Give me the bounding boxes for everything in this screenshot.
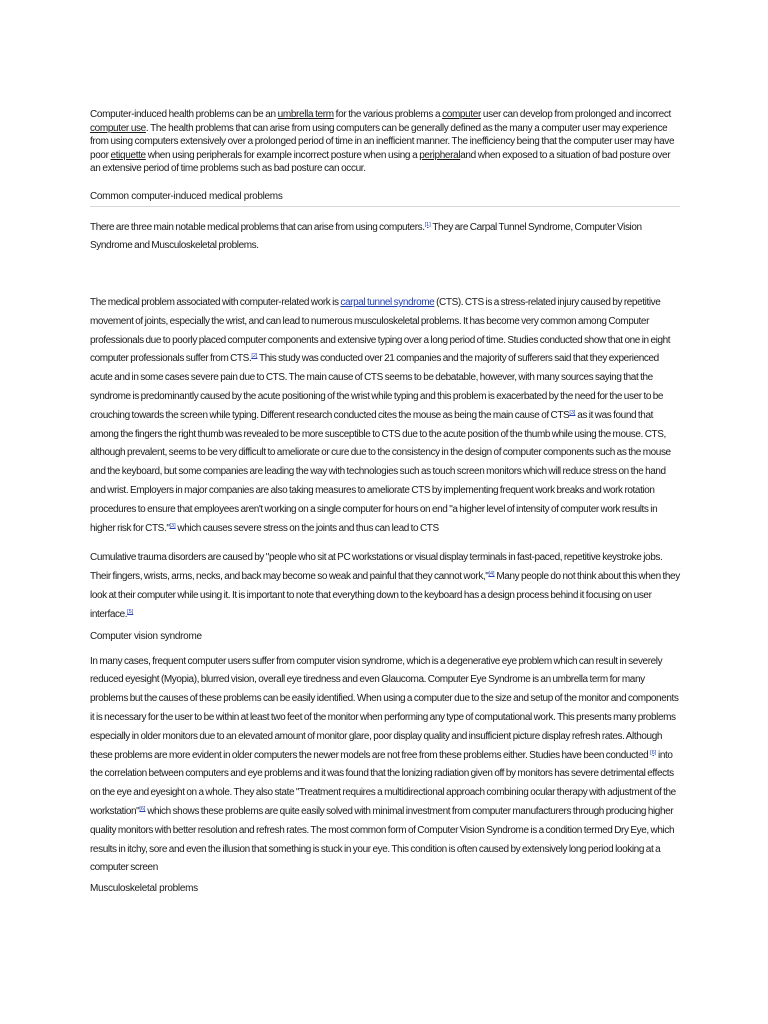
etiquette-link[interactable]: etiquette	[110, 149, 146, 161]
cts-paragraph	[90, 294, 680, 538]
cvs-text-3: which shows these problems are quite easily solved with minimal investment from computer manufacturers through producing higher quality monitors with better resolution and refresh rates. The most common form of Computer Vision Syndrome is a condition termed Dry Eye, which results in itchy, sore and even the illusion that something is stuck in your eye. This condition is often caused by extensively long period looking at a computer screen	[90, 806, 675, 874]
intro-paragraph	[90, 108, 680, 176]
reference-link-4[interactable]: [4]	[488, 571, 495, 578]
cts-text-1: The medical problem associated with computer-related work is	[90, 297, 341, 309]
peripheral-link[interactable]: peripheral	[419, 149, 461, 161]
ctd-text-1: Cumulative trauma disorders are caused by "people who sit at PC workstations or visual display terminals in fast-paced, repetitive keystroke jobs. Their fingers, wrists, arms, necks, and back may become so weak and painful that they cannot work,"	[90, 552, 663, 583]
three-problems-text-2: They are Carpal Tunnel Syndrome, Computer Vision Syndrome and Musculoskeletal problems.	[90, 221, 642, 252]
cts-text-5: which causes severe stress on the joints and thus can lead to CTS	[175, 522, 439, 534]
reference-link-6b[interactable]: [6]	[139, 806, 146, 813]
reference-link-3b[interactable]: [3]	[169, 522, 176, 529]
umbrella-term-link[interactable]: umbrella term	[277, 109, 334, 120]
intro-text-2: for the various problems a	[333, 109, 443, 120]
article-body	[90, 108, 680, 898]
section-heading-common-problems: Common computer-induced medical problems	[90, 190, 680, 207]
intro-text-4: . The health problems that can arise from using computers can be generally defined as the many a computer user may experience from using computers extensively over a prolonged period of time in an inefficient manner. The inefficiency being that the computer user may have poor	[90, 122, 675, 161]
computer-link[interactable]: computer	[442, 109, 481, 120]
intro-text-3: user can develop from prolonged and incorrect	[480, 109, 671, 120]
ctd-paragraph	[90, 549, 680, 624]
cts-text-2: (CTS). CTS is a stress-related injury caused by repetitive movement of joints, especially the wrist, and can lead to numerous musculoskeletal problems. It has become very common among Computer professionals due to poorly placed computer components and extensive typing over a long period of time. Studies conducted show that one in eight computer professionals suffer from CTS.	[90, 297, 671, 365]
reference-link-1[interactable]: [1]	[424, 221, 431, 228]
intro-text-6: and when exposed to a situation of bad posture over an extensive period of time problems such as bad posture can occur.	[90, 149, 671, 174]
cts-text-4: as it was found that among the fingers the right thumb was revealed to be more susceptible to CTS due to the acute position of the thumb while using the mouse. CTS, although prevalent, seems to be very difficult to ameliorate or cure due to the consistency in the design of computer components such as the mouse and the keyboard, but some companies are leading the way with technologies such as touch screen monitors which will reduce stress on the hand and wrist. Employers in major companies are also taking measures to ameliorate CTS by implementing frequent work breaks and work rotation procedures to ensure that employees aren't working on a single computer for hours on end "a higher level of intensity of computer work results in higher risk for CTS."	[90, 409, 671, 534]
cvs-text-1: In many cases, frequent computer users suffer from computer vision syndrome, which is a degenerative eye problem which can result in severely reduced eyesight (Myopia), blurred vision, overall eye tiredness and even Glaucoma. Computer Eye Syndrome is an umbrella term for many problems but the causes of these problems can be easily identified. When using a computer due to the size and setup of the monitor and components it is necessary for the user to be within at least two feet of the monitor when performing any type of computational work. This presents many problems especially in older monitors due to an elevated amount of monitor glare, poor display quality and insufficient picture display refresh rates. Although these problems are more evident in older computers the newer models are not free from these problems either. Studies have been conducted	[90, 655, 679, 761]
cts-text-3: This study was conducted over 21 companies and the majority of sufferers said that they experienced acute and in some cases severe pain due to CTS. The main cause of CTS seems to be debatable, however, with many sources saying that the syndrome is predominantly caused by the acute positioning of the wrist while typing and this problem is exacerbated by the need for the user to be crouching towards the screen while typing. Different research conducted cites the mouse as being the main cause of CTS	[90, 353, 664, 421]
intro-text-5: when using peripherals for example incorrect posture when using a	[145, 149, 420, 161]
reference-link-5[interactable]: [5]	[127, 608, 134, 615]
three-problems-paragraph	[90, 219, 680, 257]
reference-link-2[interactable]: [2]	[251, 353, 258, 360]
cvs-text-2: into the correlation between computers and eye problems and it was found that the lonizing radiation given off by monitors has severe detrimental effects on the eye and eyesight on a whole. They also state "Treatment requires a multidirectional approach combining ocular therapy with adjustment of the workstation"	[90, 749, 676, 818]
section-heading-cvs: Computer vision syndrome	[90, 630, 202, 642]
three-problems-text-1: There are three main notable medical problems that can arise from using computers.	[90, 221, 425, 233]
reference-link-3[interactable]: [3]	[569, 409, 576, 416]
reference-link-6[interactable]: [6]	[650, 749, 657, 756]
computer-use-link[interactable]: computer use	[90, 122, 146, 134]
cvs-paragraph	[90, 653, 680, 879]
intro-text-1: Computer-induced health problems can be an	[90, 109, 278, 120]
ctd-text-2: Many people do not think about this when they look at their computer while using it. It is important to note that everything down to the keyboard has a design process behind it focusing on user interface.	[90, 571, 680, 620]
section-heading-musculoskeletal: Musculoskeletal problems	[90, 883, 198, 895]
carpal-tunnel-syndrome-link[interactable]: carpal tunnel syndrome	[340, 297, 435, 309]
